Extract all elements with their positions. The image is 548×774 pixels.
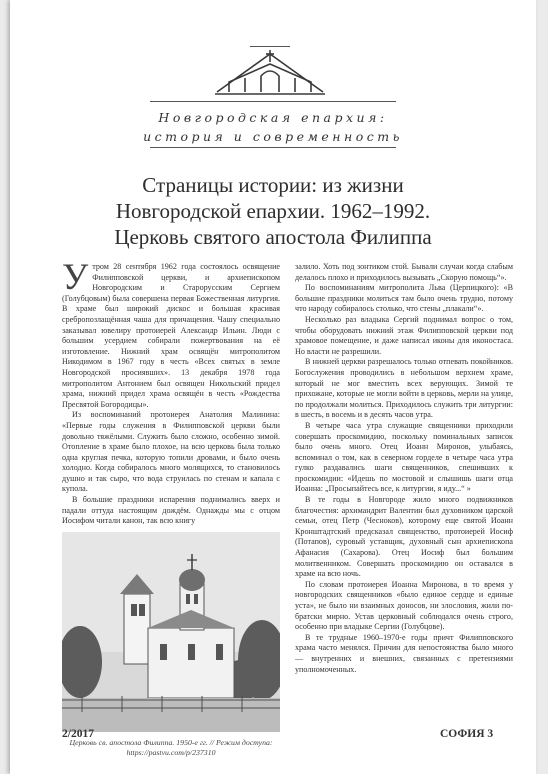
article-headline <box>30 172 516 250</box>
article-paragraph: В большие праздники испарения поднимались вверх и падали оттуда настоящим дождём. Однажды мы с отцом Иосифом читали канон, так всю книгу <box>62 495 280 526</box>
article-paragraph: Утром 28 сентября 1962 года состоялось освящение Филипповской церкви, и архиепископом Новгородским и Старорусским Сергием (Голубцовым) была совершена первая Божественная литургия. В храме был широкий дискос и большая красивая сребропозлащённая чаша для причащения. Чашу специально заказывал ювелиру протоиерей Александр Ильин. Люди с большим усердием собирали пожертвования на её изготовление. Нижний храм освящён митрополитом Никодимом в 1967 году в честь «Всех святых в земле Новгородской просиявших». 13 декабря 1978 года митрополитом Антонием был освящен Никольский придел храма, нижний придел храма освящён в честь «Рождества Пресвятой Богородицы». <box>62 257 280 409</box>
headline-line2: Новгородской епархии. 1962–1992. <box>115 199 431 224</box>
church-photo <box>62 532 280 732</box>
drop-cap: У <box>62 257 89 298</box>
section-title-line2: история и современность <box>143 129 403 144</box>
article-paragraph: В те трудные 1960–1970-е годы причт Филипповского храма часто менялся. Причин для непостоянства было много — внутренних и внешних, связанных с претензиями уполномоченных. <box>295 632 513 674</box>
article-paragraph: Из воспоминаний протоиерея Анатолия Малинина: «Первые годы служения в Филипповской церкви были довольно тяжёлыми. Служить было сложно, особенно зимой. Отопление в храме было плохое, на всю церковь была только одна круглая печка, которую топили дровами, и было очень холодно. Когда собиралось много молящихся, то становилось душно и так сыро, что вода струилась по стенам и капала с купола. <box>62 410 280 494</box>
article-paragraph: В те годы в Новгороде жило много подвижников благочестия: архимандрит Валентин был духовником царской семьи, отец Петр (Чесноков), которому еще святой Иоанн Кронштадтский предсказал священство, протоиерей Иосиф (Потапов), суровый уставщик, духовный сын архиепископа Афанасия (Сахарова). Отец Иосиф был большим молитвенником. Совершать проскомидию он оставался в храме на всю ночь. <box>295 495 513 579</box>
article-column-right <box>295 262 513 675</box>
article-paragraph: Несколько раз владыка Сергий поднимал вопрос о том, чтобы оборудовать нижний этаж Филипповской церкви под храмовое помещение, и даже написал иконы для иконостаса. Но власти не разрешили. <box>295 314 513 356</box>
photo-caption: Церковь св. апостола Филиппа. 1950-е гг. // Режим доступа: https://pastvu.com/p/237310 <box>69 738 273 758</box>
article-paragraph: По воспоминаниям митрополита Льва (Церпицкого): «В большие праздники молиться там было очень трудно, потому что народу собиралось столько, что стены „плакали“». <box>295 283 513 314</box>
article-column-left <box>62 257 280 758</box>
issue-number: 2/2017 <box>62 728 94 740</box>
headline-line3: Церковь святого апостола Филиппа <box>114 225 432 250</box>
emblem-rule <box>250 46 290 47</box>
church-emblem-icon <box>215 48 325 98</box>
article-paragraph: В нижней церкви разрешалось только отпевать покойников. Богослужения проводились в небольшом верхнем храме, который не мог вместить всех верующих. Зимой те прихожане, которые не могли войти в церковь, мерли на улице, по продолжали молиться. Приходилось служить три литургии: в шесть, в восемь и в десять часов утра. <box>295 357 513 420</box>
journal-page-number: СОФИЯ 3 <box>440 728 494 740</box>
section-title <box>10 110 536 144</box>
article-paragraph: В четыре часа утра служащие священники приходили совершать проскомидию, поскольку поминальных записок было очень много. Отец Иоанн Миронов, улыбаясь, вспоминал о том, как в северном горделе в четыре часа утра гулко раздавались шаги священников, спешивших к проскомидии: «Идешь по мостовой и слышишь шаги отца Иоанна: „Просыпайтесь все, к литургии, я иду...“ » <box>295 420 513 494</box>
headline-line1: Страницы истории: из жизни <box>142 173 404 198</box>
magazine-page <box>10 0 536 774</box>
article-paragraph: По словам протоиерея Иоанна Миронова, в то время у новгородских священников «было единое сердце и единые уста», не было ни взаимных доносов, ни злословия, жили по-братски мирно. Устав церковный соблюдался очень строго, особенно при владыке Сергии (Голубцове). <box>295 579 513 632</box>
section-rule-bottom <box>150 147 396 148</box>
article-paragraph: залило. Хоть под зонтиком стой. Бывали случаи когда слабым делалось плохо и приходилось вызывать „Скорую помощь“». <box>295 262 513 282</box>
section-rule-top <box>150 101 396 102</box>
section-title-line1: Новгородская епархия: <box>158 110 388 125</box>
